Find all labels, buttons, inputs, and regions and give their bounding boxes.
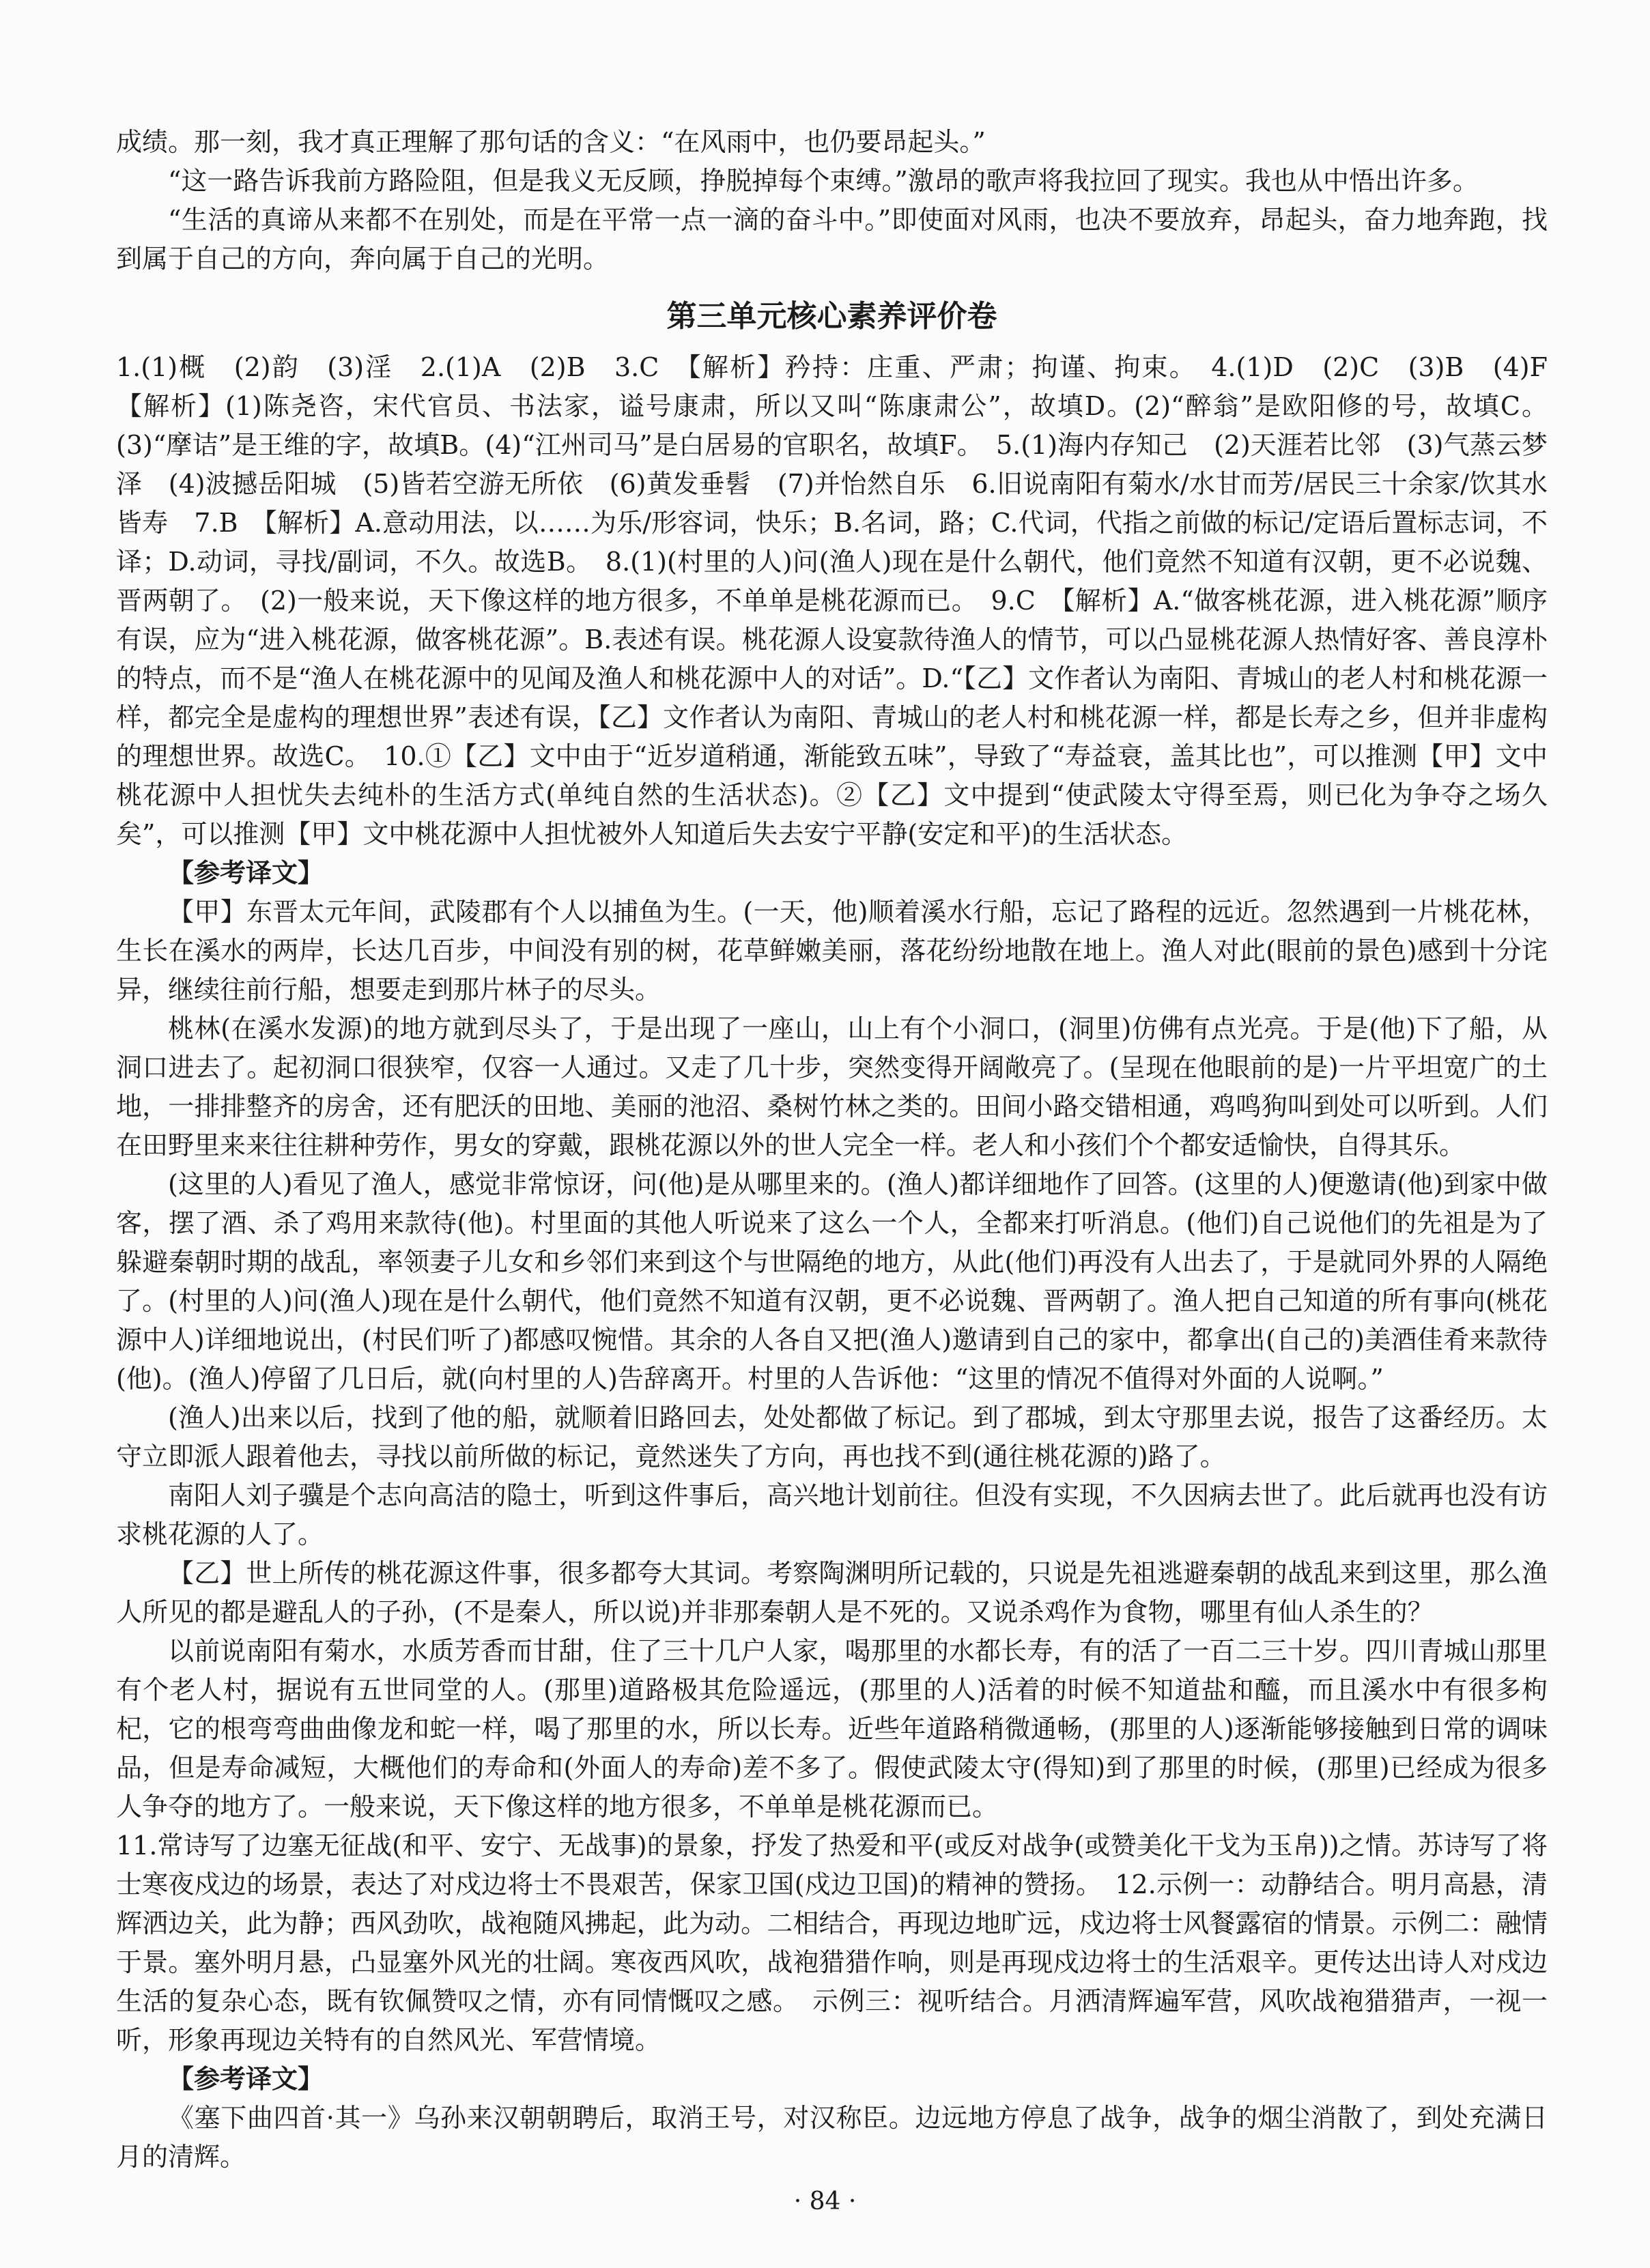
intro-paragraph-1: 成绩。那一刻，我才真正理解了那句话的含义：“在风雨中，也仍要昂起头。”	[116, 127, 986, 157]
translation-paragraph: 以前说南阳有菊水，水质芳香而甘甜，住了三十几户人家，喝那里的水都长寿，有的活了一百二三十岁。四川青城山那里有个老人村，据说有五世同堂的人。(那里)道路极其危险遥远，(那里的人)活着的时候不知道盐和醯，而且溪水中有很多枸杞，它的根弯弯曲曲像龙和蛇一样，喝了那里的水，所以长寿。近些年道路稍微通畅，(那里的人)逐渐能够接触到日常的调味品，但是寿命减短，大概他们的寿命和(外面人的寿命)差不多了。假使武陵太守(得知)到了那里的时候，(那里)已经成为很多人争夺的地方了。一般来说，天下像这样的地方很多，不单单是桃花源而已。	[116, 1636, 1548, 1822]
translation-paragraph: 【甲】东晋太元年间，武陵郡有个人以捕鱼为生。(一天，他)顺着溪水行船，忘记了路程的远近。忽然遇到一片桃花林，生长在溪水的两岸，长达几百步，中间没有别的树，花草鲜嫩美丽，落花纷纷地散在地上。渔人对此(眼前的景色)感到十分诧异，继续往前行船，想要走到那片林子的尽头。	[116, 897, 1548, 1005]
translation-paragraph: 《塞下曲四首·其一》乌孙来汉朝朝聘后，取消王号，对汉称臣。边远地方停息了战争，战争的烟尘消散了，到处充满日月的清辉。	[116, 2103, 1548, 2172]
translation-paragraph: (这里的人)看见了渔人，感觉非常惊讶，问(他)是从哪里来的。(渔人)都详细地作了回答。(这里的人)便邀请(他)到家中做客，摆了酒、杀了鸡用来款待(他)。村里面的其他人听说来了这么一个人，全都来打听消息。(他们)自己说他们的先祖是为了躲避秦朝时期的战乱，率领妻子儿女和乡邻们来到这个与世隔绝的地方，从此(他们)再没有人出去了，于是就同外界的人隔绝了。(村里的人)问(渔人)现在是什么朝代，他们竟然不知道有汉朝，更不必说魏、晋两朝了。渔人把自己知道的所有事向(桃花源中人)详细地说出，(村民们听了)都感叹惋惜。其余的人各自又把(渔人)邀请到自己的家中，都拿出(自己的)美酒佳肴来款待(他)。(渔人)停留了几日后，就(向村里的人)告辞离开。村里的人告诉他：“这里的情况不值得对外面的人说啊。”	[116, 1169, 1548, 1394]
translation-heading-2: 【参考译文】	[168, 2064, 324, 2094]
translation-paragraph: 南阳人刘子骥是个志向高洁的隐士，听到这件事后，高兴地计划前往。但没有实现，不久因病去世了。此后就再也没有访求桃花源的人了。	[116, 1480, 1548, 1549]
intro-paragraph-2: “这一路告诉我前方路险阻，但是我义无反顾，挣脱掉每个束缚。”激昂的歌声将我拉回了现实。我也从中悟出许多。	[168, 166, 1479, 196]
answers-block-2: 11.常诗写了边塞无征战(和平、安宁、无战事)的景象，抒发了热爱和平(或反对战争(或赞美化干戈为玉帛))之情。苏诗写了将士寒夜戍边的场景，表达了对戍边将士不畏艰苦，保家卫国(戍边卫国)的精神的赞扬。 12.示例一：动静结合。明月高悬，清辉洒边关，此为静；西风劲吹，战袍随风拂起，此为动。二相结合，再现边地旷远，戍边将士风餐露宿的情景。示例二：融情于景。塞外明月悬，凸显塞外风光的壮阔。寒夜西风吹，战袍猎猎作响，则是再现戍边将士的生活艰辛。更传达出诗人对戍边生活的复杂心态，既有钦佩赞叹之情，亦有同情慨叹之感。 示例三：视听结合。月洒清辉遍军营，风吹战袍猎猎声，一视一听，形象再现边关特有的自然风光、军营情境。	[116, 1831, 1548, 2055]
section-title: 第三单元核心素养评价卷	[666, 299, 997, 334]
translation-paragraph: 桃林(在溪水发源)的地方就到尽头了，于是出现了一座山，山上有个小洞口，(洞里)仿佛有点光亮。于是(他)下了船，从洞口进去了。起初洞口很狭窄，仅容一人通过。又走了几十步，突然变得开阔敞亮了。(呈现在他眼前的是)一片平坦宽广的土地，一排排整齐的房舍，还有肥沃的田地、美丽的池沼、桑树竹林之类的。田间小路交错相通，鸡鸣狗叫到处可以听到。人们在田野里来来往往耕种劳作，男女的穿戴，跟桃花源以外的世人完全一样。老人和小孩们个个都安适愉快，自得其乐。	[116, 1014, 1548, 1160]
intro-paragraph-3: “生活的真谛从来都不在别处，而是在平常一点一滴的奋斗中。”即使面对风雨，也决不要放弃，昂起头，奋力地奔跑，找到属于自己的方向，奔向属于自己的光明。	[116, 205, 1548, 274]
translation-paragraph: (渔人)出来以后，找到了他的船，就顺着旧路回去，处处都做了标记。到了郡城，到太守那里去说，报告了这番经历。太守立即派人跟着他去，寻找以前所做的标记，竟然迷失了方向，再也找不到(通往桃花源的)路了。	[116, 1403, 1548, 1472]
answers-block-1: 1.(1)概 (2)韵 (3)淫 2.(1)A (2)B 3.C 【解析】矜持：庄重、严肃；拘谨、拘束。 4.(1)D (2)C (3)B (4)F 【解析】(1)陈尧咨，宋代官员、书法家，谥号康肃，所以又叫“陈康肃公”，故填D。(2)“醉翁”是欧阳修的号，故填C。(3)“摩诘”是王维的字，故填B。(4)“江州司马”是白居易的官职名，故填F。 5.(1)海内存知己 (2)天涯若比邻 (3)气蒸云梦泽 (4)波撼岳阳城 (5)皆若空游无所依 (6)黄发垂髫 (7)并怡然自乐 6.旧说南阳有菊水/水甘而芳/居民三十余家/饮其水皆寿 7.B 【解析】A.意动用法，以……为乐/形容词，快乐；B.名词，路；C.代词，代指之前做的标记/定语后置标志词，不译；D.动词，寻找/副词，不久。故选B。 8.(1)(村里的人)问(渔人)现在是什么朝代，他们竟然不知道有汉朝，更不必说魏、晋两朝了。 (2)一般来说，天下像这样的地方很多，不单单是桃花源而已。 9.C 【解析】A.“做客桃花源，进入桃花源”顺序有误，应为“进入桃花源，做客桃花源”。B.表述有误。桃花源人设宴款待渔人的情节，可以凸显桃花源人热情好客、善良淳朴的特点，而不是“渔人在桃花源中的见闻及渔人和桃花源中人的对话”。D.“【乙】文作者认为南阳、青城山的老人村和桃花源一样，都完全是虚构的理想世界”表述有误，【乙】文作者认为南阳、青城山的老人村和桃花源一样，都是长寿之乡，但并非虚构的理想世界。故选C。 10.①【乙】文中由于“近岁道稍通，渐能致五味”，导致了“寿益衰，盖其比也”，可以推测【甲】文中桃花源中人担忧失去纯朴的生活方式(单纯自然的生活状态)。②【乙】文中提到“使武陵太守得至焉，则已化为争夺之场久矣”，可以推测【甲】文中桃花源中人担忧被外人知道后失去安宁平静(安定和平)的生活状态。	[116, 352, 1574, 849]
translation-paragraph: 【乙】世上所传的桃花源这件事，很多都夸大其词。考察陶渊明所记载的，只说是先祖逃避秦朝的战乱来到这里，那么渔人所见的都是避乱人的子孙，(不是秦人，所以说)并非那秦朝人是不死的。又说杀鸡作为食物，哪里有仙人杀生的？	[116, 1558, 1548, 1627]
page-number: · 84 ·	[793, 2187, 857, 2215]
translation-heading-1: 【参考译文】	[168, 858, 324, 888]
